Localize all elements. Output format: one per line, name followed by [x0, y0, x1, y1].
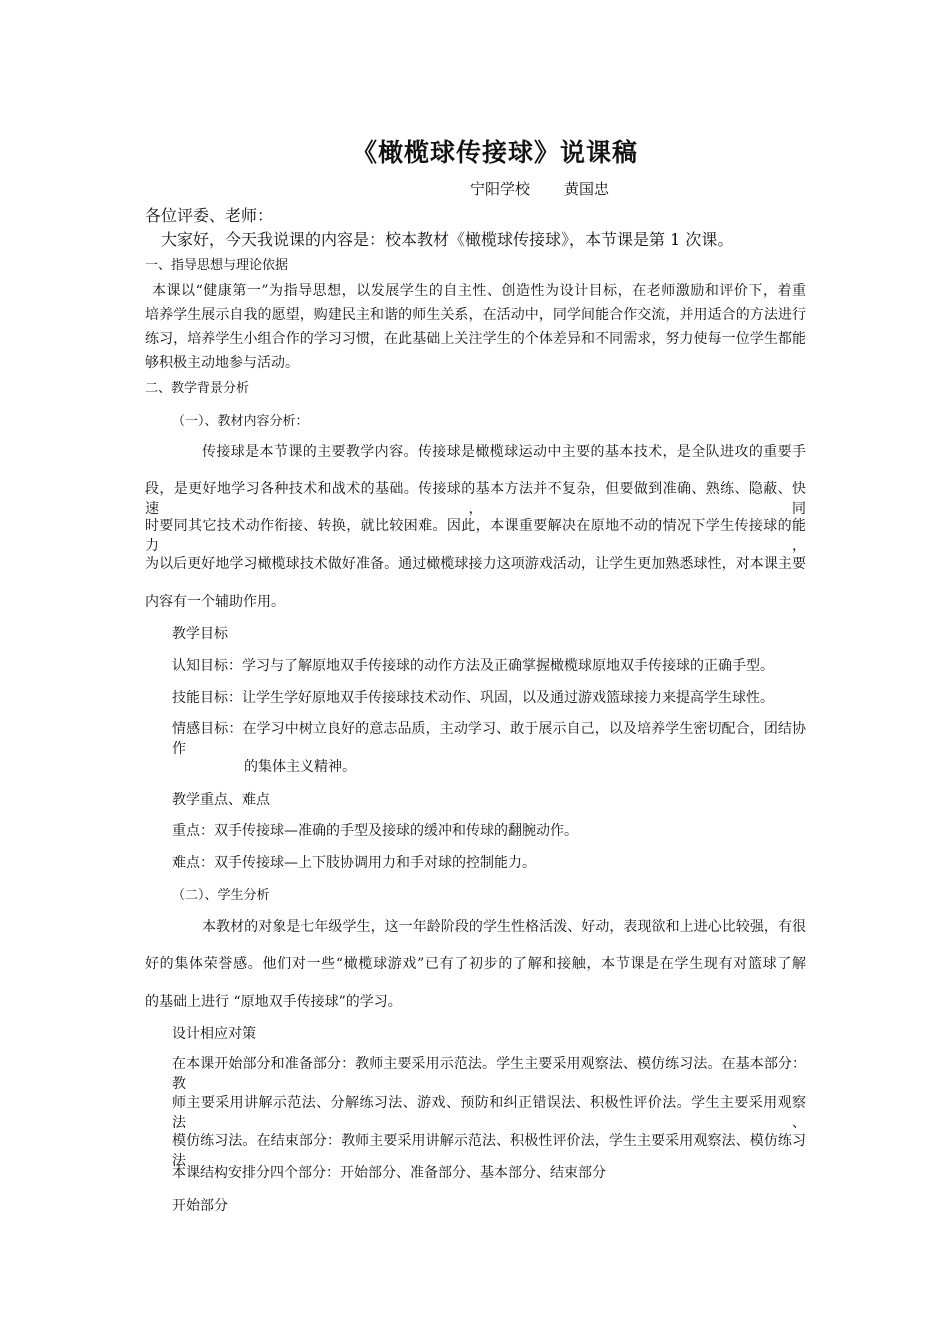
design-line: 在本课开始部分和准备部分：教师主要采用示范法。学生主要采用观察法、模仿练习法。在基本部分：教 [172, 1056, 806, 1092]
author-line [470, 178, 609, 199]
subsection-students-heading: （二）、学生分析 [172, 888, 270, 903]
document-title: 《橄榄球传接球》说课稿 [351, 138, 638, 167]
materials-line: 段，是更好地学习各种技术和战术的基础。传接球的基本方法并不复杂，但要做到准确、熟练、隐蔽、快速，同 [145, 481, 806, 517]
key-heading: 教学重点、难点 [172, 792, 270, 808]
students-line: 的基础上进行 “原地双手传接球”的学习。 [145, 994, 402, 1010]
materials-line: 内容有一个辅助作用。 [145, 594, 285, 610]
students-line: 好的集体荣誉感。他们对一些“橄榄球游戏”已有了初步的了解和接触，本节课是在学生现有对篮球了解 [145, 956, 806, 972]
design-heading: 设计相应对策 [172, 1026, 256, 1042]
section-1-line: 本课以“健康第一”为指导思想，以发展学生的自主性、创造性为设计目标，在老师激励和评价下，着重 [152, 283, 806, 299]
section-1-line: 练习，培养学生小组合作的学习习惯，在此基础上关注学生的个体差异和不同需求，努力使每一位学生都能 [145, 331, 806, 347]
section-1-line: 够积极主动地参与活动。 [145, 355, 299, 371]
goal-emotion: 情感目标：在学习中树立良好的意志品质，主动学习、敢于展示自己，以及培养学生密切配合，团结协作 [172, 721, 806, 757]
subsection-materials-heading: （一）、教材内容分析： [172, 414, 309, 429]
goal-emotion-cont: 的集体主义精神。 [244, 759, 356, 775]
start-part-heading: 开始部分 [172, 1198, 228, 1214]
section-1-heading: 一、指导思想与理论依据 [145, 258, 289, 273]
section-2-heading: 二、教学背景分析 [145, 381, 250, 396]
goal-cognitive: 认知目标：学习与了解原地双手传接球的动作方法及正确掌握橄榄球原地双手传接球的正确手型。 [172, 658, 774, 674]
goal-skill: 技能目标：让学生学好原地双手传接球技术动作、巩固，以及通过游戏篮球接力来提高学生球性。 [172, 690, 774, 706]
design-line: 模仿练习法。在结束部分：教师主要采用讲解示范法、积极性评价法，学生主要采用观察法、模仿练习法 [172, 1133, 806, 1169]
author-name: 黄国忠 [564, 180, 610, 198]
materials-line: 时要同其它技术动作衔接、转换，就比较困难。因此，本课重要解决在原地不动的情况下学生传接球的能力， [145, 518, 806, 554]
materials-line: 为以后更好地学习橄榄球技术做好准备。通过橄榄球接力这项游戏活动，让学生更加熟悉球性，对本课主要 [145, 556, 806, 572]
goals-heading: 教学目标 [172, 626, 228, 642]
intro-text: 大家好，今天我说课的内容是：校本教材《橄榄球传接球》，本节课是第 1 次课。 [161, 230, 734, 249]
students-line: 本教材的对象是七年级学生，这一年龄阶段的学生性格活泼、好动，表现欲和上进心比较强，有很 [202, 919, 806, 935]
key-point: 重点：双手传接球—准确的手型及接球的缓冲和传球的翻腕动作。 [172, 823, 578, 839]
structure-line: 本课结构安排分四个部分：开始部分、准备部分、基本部分、结束部分 [172, 1165, 606, 1181]
section-1-line: 培养学生展示自我的愿望，购建民主和谐的师生关系，在活动中，同学间能合作交流，并用适合的方法进行 [145, 307, 806, 323]
greeting: 各位评委、老师： [145, 206, 274, 225]
design-line: 师主要采用讲解示范法、分解练习法、游戏、预防和纠正错误法、积极性评价法。学生主要采用观察法、 [172, 1095, 806, 1131]
difficulty-point: 难点：双手传接球—上下肢协调用力和手对球的控制能力。 [172, 855, 536, 871]
author-school: 宁阳学校 [470, 180, 531, 198]
materials-line: 传接球是本节课的主要教学内容。传接球是橄榄球运动中主要的基本技术，是全队进攻的重要手 [202, 444, 806, 460]
